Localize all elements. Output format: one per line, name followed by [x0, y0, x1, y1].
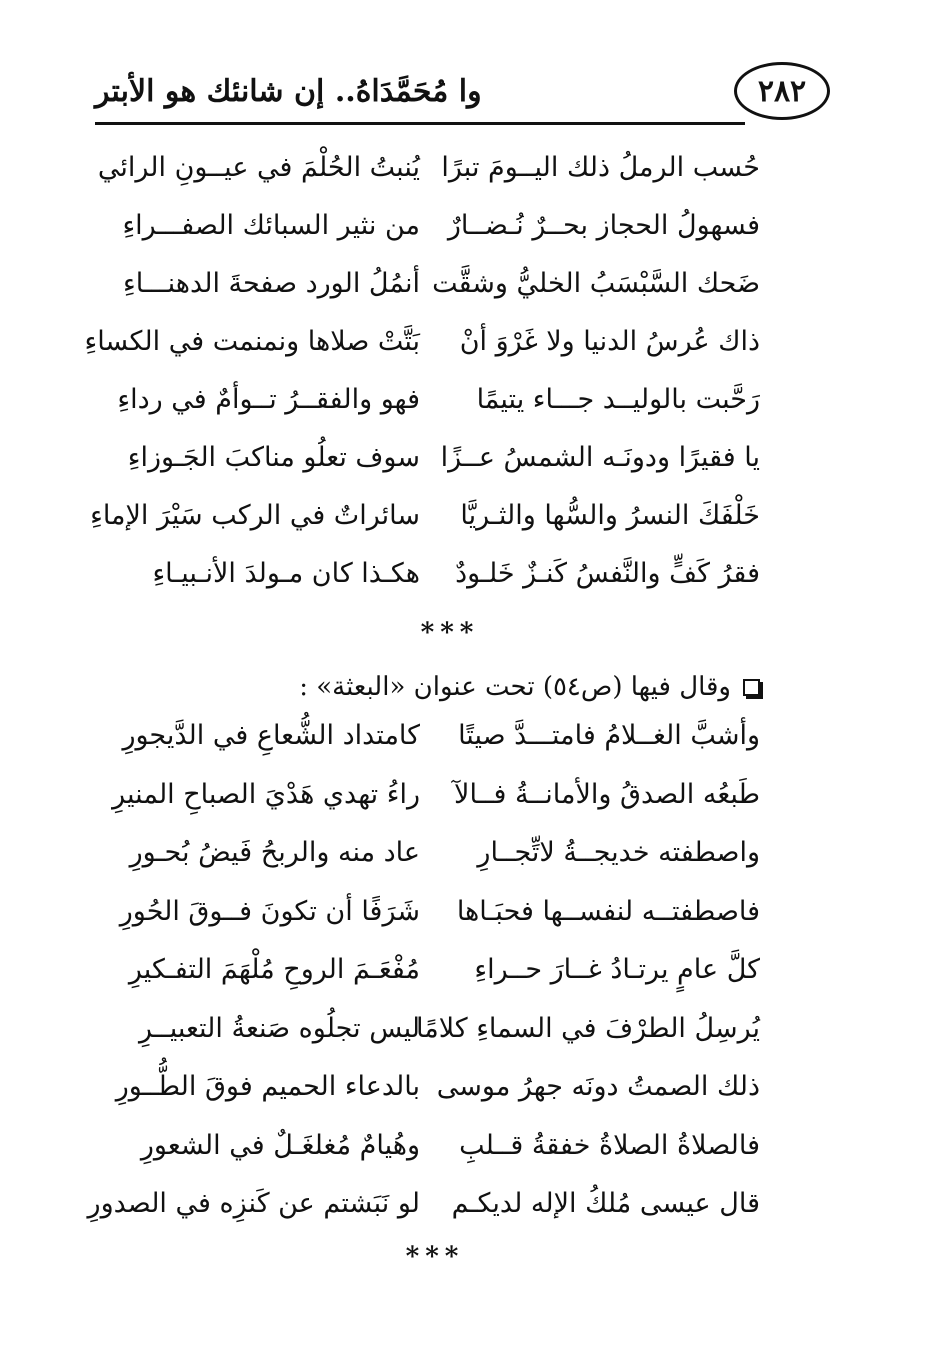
poem-section-2: [87, 720, 770, 1247]
verse-first-hemistich: يُرسِلُ الطرْفَ في السماءِ كلامًا: [416, 1012, 760, 1044]
verse-first-hemistich: فالصلاةُ الصلاةُ خفقةُ قــلبِ: [459, 1129, 760, 1161]
bullet-box-icon: [743, 679, 760, 696]
page-number: ٢٨٢: [734, 62, 830, 120]
verse-line: [127, 442, 770, 500]
verse-second-hemistich: هكـذا كان مـولدَ الأنـبيـاءِ: [152, 558, 420, 589]
poem-intro: [299, 672, 760, 702]
verse-line: [122, 210, 770, 268]
verse-line: [97, 152, 770, 210]
verse-first-hemistich: خَلْفَكَ النسرُ والسُّها والثـريَّا: [460, 500, 760, 531]
verse-second-hemistich: ليس تجلُوه صَنعةُ التعبيــرِ: [138, 1012, 420, 1044]
verse-first-hemistich: حُسب الرملُ ذلك اليــومَ تبرًا: [441, 152, 760, 183]
page-header: [95, 62, 830, 126]
verse-first-hemistich: فاصطفتــه لنفســها فحبَـاها: [456, 895, 760, 927]
verse-second-hemistich: بالدعاء الحميم فوقَ الطُّــورِ: [115, 1071, 420, 1102]
verse-line: [112, 778, 770, 838]
verse-line: [119, 895, 770, 955]
section-separator: ***: [420, 618, 480, 648]
verse-line: [130, 558, 770, 616]
verse-first-hemistich: ضَحك السَّبْسَبُ الخليُّ وشقَّت: [432, 268, 760, 299]
verse-second-hemistich: وهُيامٌ مُغلغَـلٌ في الشعورِ: [140, 1129, 420, 1161]
verse-second-hemistich: أنمُلُ الورد صفحةَ الدهنـــاءِ: [123, 268, 420, 299]
verse-second-hemistich: عاد منه والربحُ فَيضُ بُحـورِ: [129, 837, 420, 868]
verse-line: [122, 720, 770, 779]
intro-text: وقال فيها (ص٥٤) تحت عنوان «البعثة» :: [299, 672, 731, 702]
verse-second-hemistich: من نثير السبائك الصفـــراءِ: [122, 210, 420, 241]
verse-first-hemistich: قال عيسى مُلكُ الإله لديكـم: [451, 1188, 760, 1219]
verse-line: [130, 954, 770, 1013]
verse-second-hemistich: يُنبتُ الحُلْمَ في عيــونِ الرائي: [97, 152, 420, 183]
verse-first-hemistich: وأشبَّ الغــلامُ فامتـــدَّ صيتًا: [458, 720, 760, 751]
verse-line: [130, 1130, 770, 1189]
verse-second-hemistich: كامتداد الشُّعاعِ في الدَّيجورِ: [122, 720, 420, 751]
verse-second-hemistich: شَرَفًا أن تكونَ فــوقَ الحُورِ: [119, 895, 420, 927]
verse-line: [90, 500, 770, 558]
verse-first-hemistich: رَحَّبت بالوليــد جـــاء يتيمًا: [476, 384, 760, 415]
verse-second-hemistich: راءُ تهدي هَدْيَ الصباحِ المنيرِ: [112, 778, 420, 810]
verse-second-hemistich: بَتَّتْ صلاها ونمنمت في الكساءِ: [84, 326, 420, 357]
verse-second-hemistich: فهو والفقــرُ تــوأمٌ في رداءِ: [117, 384, 420, 415]
section-separator: ***: [405, 1242, 465, 1272]
verse-first-hemistich: كلَّ عامٍ يرتـادُ غــارَ حــراءِ: [474, 954, 760, 985]
header-divider: [95, 122, 745, 125]
verse-first-hemistich: واصطفته خديجــةُ لاتِّجــارِ: [477, 837, 760, 868]
verse-line: [123, 268, 770, 326]
verse-line: [117, 384, 770, 442]
verse-line: [115, 1071, 770, 1130]
verse-first-hemistich: ذاك عُرسُ الدنيا ولا غَرْوَ أنْ: [459, 326, 760, 357]
verse-line: [87, 1188, 770, 1247]
verse-first-hemistich: فقرُ كَفٍّ والنَّفسُ كَنـزٌ خَلـودٌ: [455, 558, 760, 589]
running-title: وا مُحَمَّدَاهُ.. إن شانئك هو الأبتر: [95, 74, 482, 109]
poem-section-1: [84, 152, 770, 616]
verse-second-hemistich: سوف تعلُو مناكبَ الجَـوزاءِ: [127, 442, 420, 473]
verse-line: [84, 326, 770, 384]
verse-first-hemistich: ذلك الصمتُ دونَه جهرُ موسى: [436, 1071, 760, 1102]
verse-line: [130, 1013, 770, 1072]
verse-second-hemistich: سائراتٌ في الركب سَيْرَ الإماءِ: [90, 500, 420, 531]
verse-first-hemistich: يا فقيرًا ودونَـه الشمسُ عــزًا: [440, 442, 760, 473]
verse-second-hemistich: لو نَبَشتم عن كَنزِه في الصدورِ: [87, 1188, 420, 1219]
verse-line: [130, 837, 770, 896]
verse-first-hemistich: طَبعُه الصدقُ والأمانــةُ فــالآ: [454, 778, 760, 810]
verse-first-hemistich: فسهولُ الحجاز بحــرٌ نُـضــارٌ: [447, 210, 760, 241]
verse-second-hemistich: مُفْعَـمَ الروحِ مُلْهَمَ التفـكيرِ: [128, 954, 420, 985]
